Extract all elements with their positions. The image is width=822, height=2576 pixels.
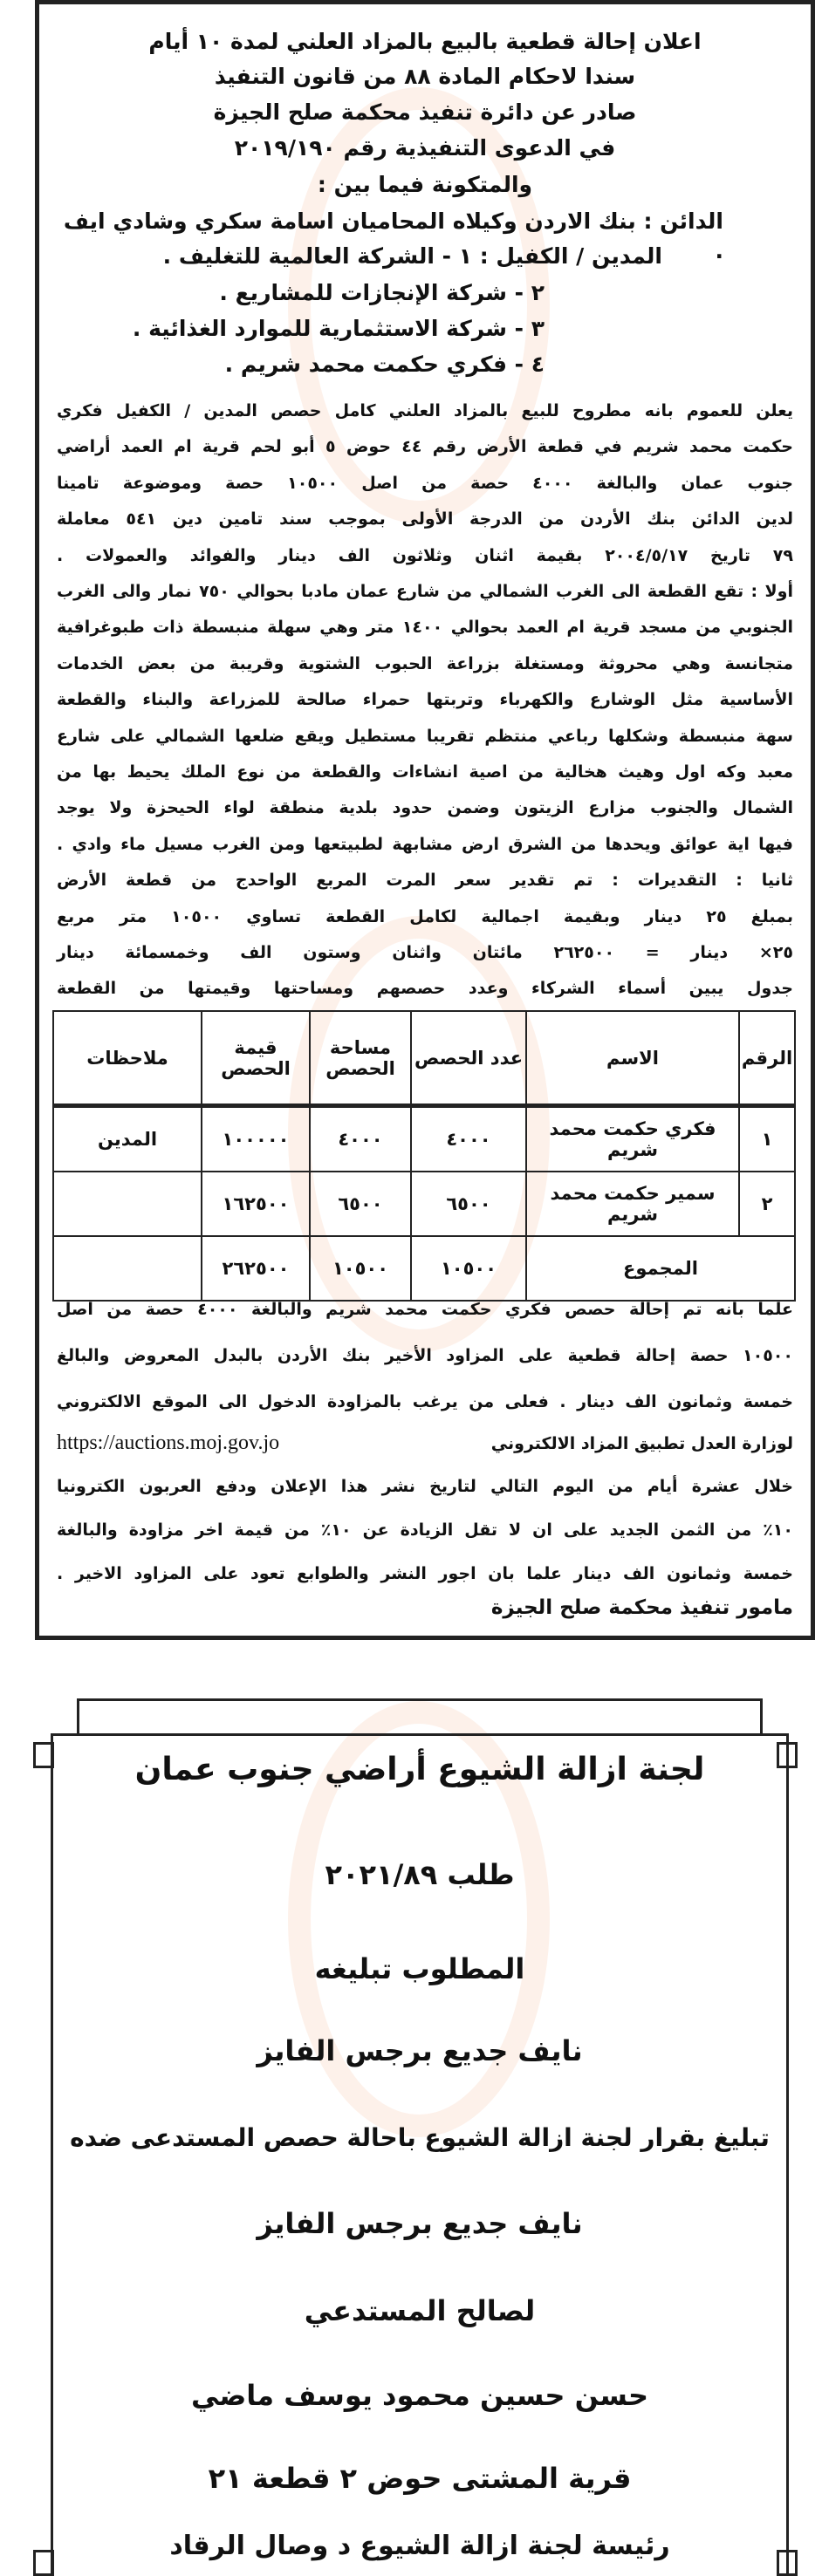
debtor-4: ٤ - فكري حكمت محمد شريم . bbox=[224, 352, 545, 377]
body-line: لدين الدائن بنك الأردن من الدرجة الأولى بموجب سند تامين دين ٥٤١ معاملة bbox=[57, 509, 793, 530]
request-number: طلب ٢٠٢١/٨٩ bbox=[325, 1858, 515, 1891]
table-total-row bbox=[53, 1236, 795, 1301]
committee-title: لجنة ازالة الشيوع أراضي جنوب عمان bbox=[134, 1752, 705, 1787]
body-line: متجانسة وهي محروثة ومستغلة بزراعة الحبوب الشتوية وقريبة من بعض الخدمات bbox=[57, 653, 793, 673]
col-header: مساحة الحصص bbox=[310, 1011, 411, 1106]
body-line: الشمال والجنوب مزارع الزيتون وضمن حدود بلدية منطقة لواء الحيحزة ولا يوجد bbox=[57, 798, 793, 818]
beneficiary-label: لصالح المستدعي bbox=[304, 2294, 536, 2327]
total-label: المجموع bbox=[526, 1236, 795, 1301]
body-line: يعلن للعموم بانه مطروح للبيع بالمزاد العلني كامل حصص المدين / الكفيل فكري bbox=[57, 401, 793, 420]
table-row bbox=[53, 1172, 795, 1236]
body-line: ٧٩ تاريخ ٢٠٠٤/٥/١٧ بقيمة اثنان وثلاثون الف دينار والفوائد والعمولات . bbox=[57, 545, 793, 565]
body-line: معبد وكه اول وهيث هخالية من اصية انشاءات والقطعة من نوع الملك يحيط بها من bbox=[57, 762, 793, 782]
col-header: الاسم bbox=[526, 1011, 739, 1106]
cell: سمير حكمت محمد شريم bbox=[526, 1172, 739, 1236]
creditor: الدائن : بنك الاردن وكيلاه المحاميان اسامة سكري وشادي ايف . bbox=[63, 208, 723, 263]
body-line: بمبلغ ٢٥ دينار وبقيمة اجمالية لكامل القطعة تساوي ١٠٥٠٠ متر مربع bbox=[57, 906, 794, 926]
co-ownership-notice bbox=[24, 1698, 798, 2576]
notified-label: المطلوب تبليغه bbox=[314, 1952, 525, 1985]
footer-text: لوزارة العدل تطبيق المزاد الالكتروني bbox=[490, 1434, 793, 1453]
body-line: أولا : تقع القطعة الى الغرب الشمالي من شارع عمان مادبا بحوالي ٧٥٠ نمار والى الغرب bbox=[57, 582, 793, 601]
cell: ١ bbox=[739, 1106, 795, 1172]
auction-url-link[interactable]: https://auctions.moj.gov.jo bbox=[57, 1431, 280, 1454]
body-line: جدول يبين أسماء الشركاء وعدد حصصهم ومساحتها وقيمتها من القطعة bbox=[57, 979, 793, 999]
footer-line: خمسة وثمانون الف دينار علما بان اجور النشر والطوابع تعود على المزاود الاخير . bbox=[57, 1564, 793, 1583]
cell bbox=[53, 1172, 202, 1236]
cell: ٤٠٠٠ bbox=[310, 1106, 411, 1172]
cell: ٤٠٠٠ bbox=[411, 1106, 526, 1172]
notified-name: نايف جديع برجس الفايز bbox=[257, 2034, 583, 2067]
notice-subtitle: سندا لاحكام المادة ٨٨ من قانون التنفيذ bbox=[214, 64, 636, 89]
cell bbox=[53, 1236, 202, 1301]
debtor-2: ٢ - شركة الإنجازات للمشاريع . bbox=[219, 280, 545, 305]
body-line: حكمت محمد شريم في قطعة الأرض رقم ٤٤ حوض ٥ أبو لحم قرية ام العمد أراضي bbox=[57, 437, 793, 457]
footer-line: علما بانه تم إحالة حصص فكري حكمت محمد شريم والبالغة ٤٠٠٠ حصة من اصل bbox=[57, 1300, 793, 1319]
body-line: الجنوبي من مسجد قرية ام العمد بحوالي ١٤٠٠ متر وهي سهلة منبسطة ذات طبوغرافية bbox=[57, 618, 793, 638]
auction-notice bbox=[35, 0, 815, 1640]
col-header: الرقم bbox=[739, 1011, 795, 1106]
footer-line: ١٠٥٠٠ حصة إحالة قطعية على المزاود الأخير بنك الأردن بالبدل المعروض والبالغ bbox=[57, 1346, 793, 1365]
cell: ٦٥٠٠ bbox=[310, 1172, 411, 1236]
shares-table bbox=[52, 1010, 796, 1302]
col-header: ملاحظات bbox=[53, 1011, 202, 1106]
body-line: ٢٥× دينار = ٢٦٢٥٠٠ مائتان واثنان وستون الف وخمسمائة دينار bbox=[57, 943, 793, 962]
cell: ٢٦٢٥٠٠ bbox=[202, 1236, 310, 1301]
body-line: فيها اية عوائق ويحدها من الشرق ارض مشابهة لطبيتعها ومن الغرب مسيل ماء وادي . bbox=[57, 834, 793, 854]
respondent-name: نايف جديع برجس الفايز bbox=[257, 2207, 583, 2240]
col-header: قيمة الحصص bbox=[202, 1011, 310, 1106]
frame-corner-ornament bbox=[777, 1742, 798, 1768]
footer-line: خلال عشرة أيام من اليوم التالي لتاريخ نشر هذا الإعلان ودفع العربون الكترونيا bbox=[57, 1477, 793, 1496]
col-header: عدد الحصص bbox=[411, 1011, 526, 1106]
body-line: ثانيا : التقديرات : تم تقدير سعر المرت المربع الواحدج من قطعة الأرض bbox=[57, 871, 793, 891]
footer-line: ١٠٪ من الثمن الجديد على ان لا تقل الزيادة عن ١٠٪ من قيمة اخر مزاودة والبالغة bbox=[57, 1520, 793, 1540]
footer-line-url bbox=[57, 1431, 793, 1456]
cell: ٢ bbox=[739, 1172, 795, 1236]
footer-line: خمسة وثمانون الف دينار . فعلى من يرغب بالمزاودة الدخول الى الموقع الالكتروني bbox=[57, 1392, 793, 1411]
committee-signature: رئيسة لجنة ازالة الشيوع د وصال الرقاد bbox=[169, 2531, 670, 2561]
notice-title: اعلان إحالة قطعية بالبيع بالمزاد العلني لمدة ١٠ أيام bbox=[148, 29, 702, 54]
frame-corner-ornament bbox=[777, 2550, 798, 2576]
frame-corner-ornament bbox=[33, 2550, 54, 2576]
cell: ١٠٠٠٠٠ bbox=[202, 1106, 310, 1172]
case-number: في الدعوى التنفيذية رقم ٢٠١٩/١٩٠ bbox=[234, 135, 616, 161]
debtor-1: المدين / الكفيل : ١ - الشركة العالمية للتغليف . bbox=[162, 243, 662, 269]
parties-heading: والمتكونة فيما بين : bbox=[317, 172, 533, 197]
frame-border bbox=[77, 1698, 763, 1733]
debtor-3: ٣ - شركة الاستثمارية للموارد الغذائية . bbox=[132, 316, 545, 341]
cell: فكري حكمت محمد شريم bbox=[526, 1106, 739, 1172]
cell: ١٠٥٠٠ bbox=[411, 1236, 526, 1301]
signature: مامور تنفيذ محكمة صلح الجيزة bbox=[490, 1596, 793, 1619]
cell: المدين bbox=[53, 1106, 202, 1172]
body-line: الأساسية مثل الوشارع والكهرباء وتربتها حمراء صالحة للمزراعة والبناء والقطعة bbox=[57, 690, 793, 710]
applicant-name: حسن حسين محمود يوسف ماضي bbox=[190, 2379, 649, 2412]
decision-text: تبليغ بقرار لجنة ازالة الشيوع باحالة حصص المستدعى ضده bbox=[70, 2123, 770, 2152]
body-line: سهة منبسطة وشكلها رباعي منتظم تقريبا مستطيل ويقع ضلعها الشمالي على شارع bbox=[57, 726, 793, 746]
notice-issuer: صادر عن دائرة تنفيذ محكمة صلح الجيزة bbox=[213, 99, 637, 125]
table-row bbox=[53, 1106, 795, 1172]
cell: ٦٥٠٠ bbox=[411, 1172, 526, 1236]
cell: ١٦٢٥٠٠ bbox=[202, 1172, 310, 1236]
body-line: جنوب عمان والبالغة ٤٠٠٠ حصة من اصل ١٠٥٠٠ حصة وموضوعة تامينا bbox=[57, 473, 793, 493]
frame-corner-ornament bbox=[33, 1742, 54, 1768]
cell: ١٠٥٠٠ bbox=[310, 1236, 411, 1301]
land-location: قرية المشتى حوض ٢ قطعة ٢١ bbox=[208, 2462, 632, 2495]
